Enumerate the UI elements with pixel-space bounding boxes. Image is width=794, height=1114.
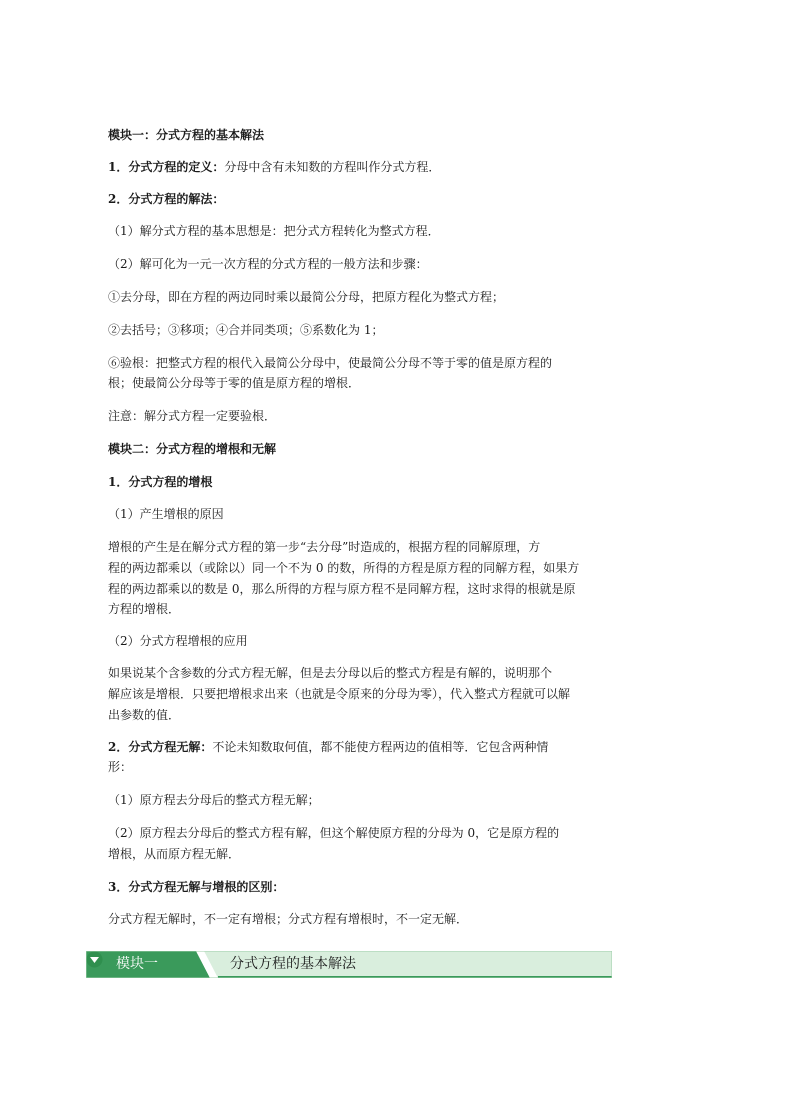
root-point-2: （2）分式方程增根的应用 [108, 634, 248, 648]
difference-label: 3．分式方程无解与增根的区别： [108, 880, 285, 894]
step-1: ①去分母，即在方程的两边同时乘以最简公分母，把原方程化为整式方程； [108, 290, 505, 304]
root-usage-2: 解应该是增根．只要把增根求出来（也就是令原来的分母为零），代入整式方程就可以解 [108, 687, 571, 701]
step-6-line-2: 根；使最简公分母等于零的值是原方程的增根． [108, 376, 361, 390]
banner-module-label: 模块一 [116, 956, 158, 972]
no-solution-case-1: （1）原方程去分母后的整式方程无解； [108, 793, 320, 807]
note: 注意：解分式方程一定要验根． [108, 409, 277, 423]
root-point-1: （1）产生增根的原因 [108, 507, 224, 521]
method-point-1: （1）解分式方程的基本思想是：把分式方程转化为整式方程． [108, 224, 440, 238]
no-solution-line-1 [108, 740, 548, 754]
definition-line [108, 160, 440, 174]
root-text-2: 程的两边都乘以（或除以）同一个不为 0 的数，所得的方程是原方程的同解方程，如果方 [108, 561, 580, 575]
root-text-1: 增根的产生是在解分式方程的第一步“去分母”时造成的，根据方程的同解原理，方 [108, 540, 541, 554]
method-point-2: （2）解可化为一元一次方程的分式方程的一般方法和步骤： [108, 257, 428, 271]
module1-title: 模块一：分式方程的基本解法 [108, 128, 265, 142]
banner-module-title: 分式方程的基本解法 [230, 956, 356, 972]
definition-label: 1．分式方程的定义： [108, 160, 225, 174]
no-solution-label: 2．分式方程无解： [108, 740, 213, 754]
definition-text: 分母中含有未知数的方程叫作分式方程． [224, 160, 441, 174]
no-solution-case-2-line-1: （2）原方程去分母后的整式方程有解，但这个解使原方程的分母为 0，它是原方程的 [108, 826, 560, 840]
module-banner [86, 951, 612, 978]
root-usage-3: 出参数的值． [108, 708, 181, 722]
root-text-3: 程的两边都乘以的数是 0，那么所得的方程与原方程不是同解方程，这时求得的根就是原 [108, 582, 576, 596]
root-usage-1: 如果说某个含参数的分式方程无解，但是去分母以后的整式方程是有解的，说明那个 [108, 666, 553, 680]
step-6-line-1: ⑥验根：把整式方程的根代入最简公分母中，使最简公分母不等于零的值是原方程的 [108, 356, 553, 370]
no-solution-case-2-line-2: 增根，从而原方程无解． [108, 847, 241, 861]
module2-title: 模块二：分式方程的增根和无解 [108, 442, 277, 456]
root-label: 1．分式方程的增根 [108, 475, 213, 489]
root-text-4: 方程的增根． [108, 602, 181, 616]
no-solution-text: 不论未知数取何值，都不能使方程两边的值相等．它包含两种情 [212, 740, 549, 754]
no-solution-line-2: 形： [108, 760, 133, 774]
chevron-down-circle-icon[interactable] [86, 951, 103, 968]
difference-text: 分式方程无解时，不一定有增根；分式方程有增根时，不一定无解． [108, 912, 469, 926]
step-2-5: ②去括号；③移项；④合并同类项；⑤系数化为 1； [108, 323, 384, 337]
method-label: 2．分式方程的解法： [108, 192, 225, 206]
